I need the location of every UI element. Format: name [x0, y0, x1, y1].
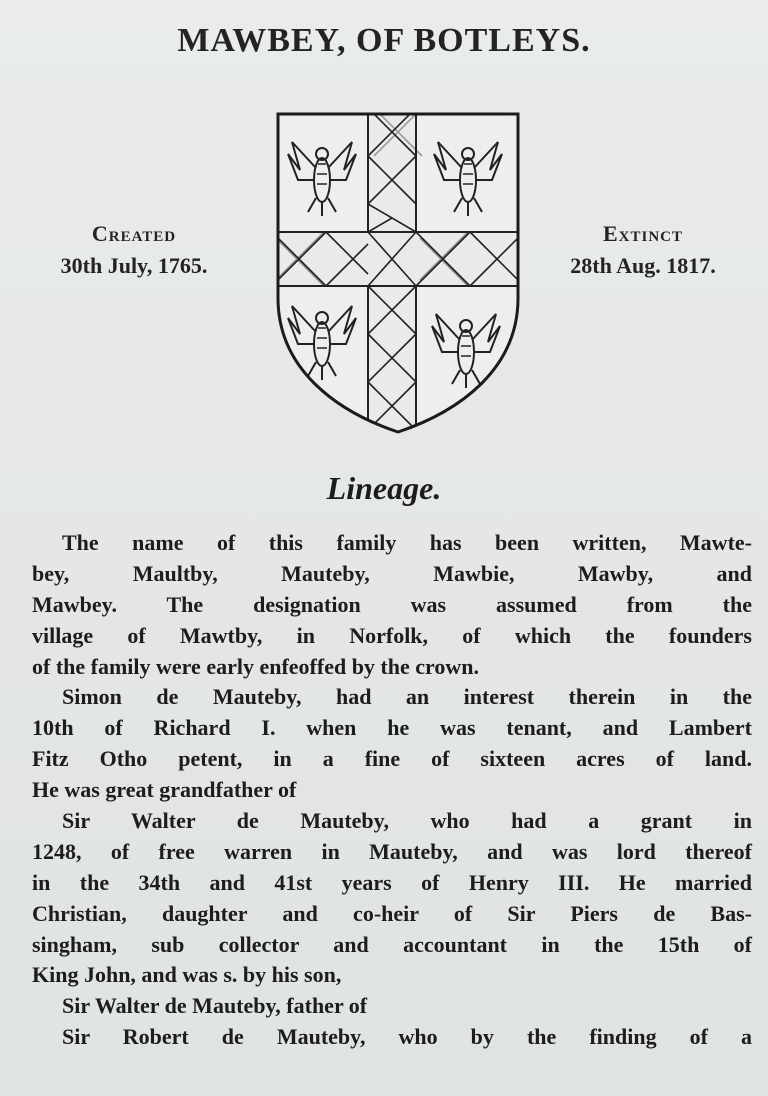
text-line: Christian, daughter and co-heir of Sir Piers de Bas- — [32, 900, 752, 926]
heraldic-shield-icon — [272, 108, 524, 438]
text-line: 10th of Richard I. when he was tenant, and Lambert — [32, 715, 752, 741]
text-line: in the 34th and 41st years of Henry III. He married — [32, 869, 752, 895]
text-line: Sir Walter de Mauteby, who had a grant in — [62, 808, 752, 834]
text-line: 1248, of free warren in Mauteby, and was lord thereof — [32, 838, 752, 864]
text-line: Fitz Otho petent, in a fine of sixteen acres of land. — [32, 746, 752, 772]
lineage-text — [32, 528, 752, 1053]
text-line: Mawbey. The designation was assumed from the — [32, 591, 752, 617]
extinct-date: 28th Aug. 1817. — [570, 253, 716, 278]
text-line: village of Mawtby, in Norfolk, of which the founders — [32, 622, 752, 648]
text-line: singham, sub collector and accountant in the 15th of — [32, 931, 752, 957]
text-line: The name of this family has been written, Mawte- — [62, 530, 752, 555]
text-line: Sir Robert de Mauteby, who by the finding of a — [62, 1024, 752, 1050]
text-line: Simon de Mauteby, had an interest therein in the — [62, 684, 752, 710]
extinct-block — [528, 218, 758, 282]
text-line: bey, Maultby, Mauteby, Mawbie, Mawby, and — [32, 560, 752, 586]
section-heading: Lineage. — [326, 470, 442, 506]
extinct-label: Extinct — [602, 221, 684, 246]
page-title: MAWBEY, OF BOTLEYS. — [177, 22, 591, 59]
text-line: King John, and was s. by his son, — [32, 962, 342, 988]
created-block — [14, 218, 254, 282]
created-date: 30th July, 1765. — [60, 253, 208, 278]
text-line: He was great grandfather of — [32, 777, 297, 803]
text-line: of the family were early enfeoffed by the crown. — [32, 653, 480, 679]
created-label: Created — [91, 221, 177, 246]
text-line: Sir Walter de Mauteby, father of — [62, 993, 368, 1019]
